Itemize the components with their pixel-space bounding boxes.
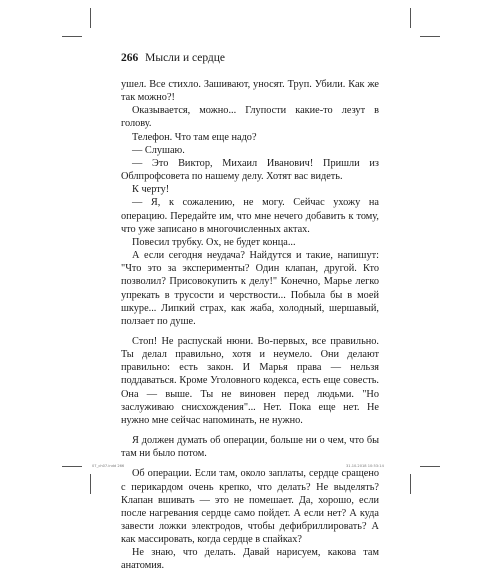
running-title: Мысли и сердце — [145, 52, 226, 64]
running-header — [121, 52, 225, 64]
paragraph: — Это Виктор, Михаил Иванович! Пришли из Облпрофсовета по нашему делу. Хотят вас видеть. — [121, 157, 379, 183]
paragraph: А если сегодня неудача? Найдутся и такие, напишут: "Что это за эксперименты? Один клапан, другой. Кто позволил? Присовокупить к делу!" Конечно, Марье легко упрекать в трусости и черствости... Побыла бы в моей шкуре... Липкий страх, как жаба, холодный, шершавый, ползает по душе. — [121, 250, 379, 327]
crop-mark — [410, 8, 411, 28]
crop-mark — [410, 474, 411, 494]
paragraph: К черту! — [132, 184, 170, 196]
paragraph: Телефон. Что там еще надо? — [132, 131, 257, 143]
page-number: 266 — [121, 52, 139, 64]
crop-mark — [90, 8, 91, 28]
paragraph: Оказывается, можно... Глупости какие-то лезут в голову. — [121, 105, 379, 130]
paragraph: — Слушаю. — [132, 144, 185, 156]
print-slug-file: 07_ch07.indd 266 — [92, 464, 125, 468]
crop-mark — [62, 466, 82, 467]
paragraph: Не знаю, что делать. Давай нарисуем, какова там анатомия. — [121, 547, 379, 572]
print-slug-date: 31.10.2018 10:53:14 — [346, 464, 384, 468]
crop-mark — [420, 36, 440, 37]
crop-mark — [420, 466, 440, 467]
paragraph: Повесил трубку. Ох, не будет конца... — [132, 236, 296, 248]
paragraph: Стоп! Не распускай нюни. Во-первых, все правильно. Ты делал правильно, хотя и неумело. Они делают правильно: есть закон. И Марья права — нельзя поддаваться. Кроме Уголовного кодекса, есть еще совесть. Она — выше. Ты не виновен перед людьми. "Но заслуживаю снисхождения"... Нет. Пока еще нет. Не нужно мне сейчас напоминать, не нужно. — [121, 335, 379, 426]
paragraph: — Я, к сожалению, не могу. Сейчас ухожу на операцию. Передайте им, что мне нечего добавить к тому, что уже записано в многочисленных актах. — [121, 197, 379, 235]
paragraph: Я должен думать об операции, больше ни о чем, что бы там ни было потом. — [121, 435, 379, 460]
body-text — [121, 78, 379, 573]
paragraph: Об операции. Если там, около заплаты, сердце сращено с перикардом очень крепко, что делать? Не выделять? Клапан вшивать — это не помешает. Да, хорошо, если после нагревания сердце само пойдет. А если нет? А куда завести ложки электродов, чтобы дефибриллировать? А как массировать, когда сердце в спайках? — [121, 468, 379, 546]
paragraph: ушел. Все стихло. Зашивают, уносят. Труп. Убили. Как же так можно?! — [121, 79, 379, 104]
crop-mark — [62, 36, 82, 37]
crop-mark — [90, 474, 91, 494]
